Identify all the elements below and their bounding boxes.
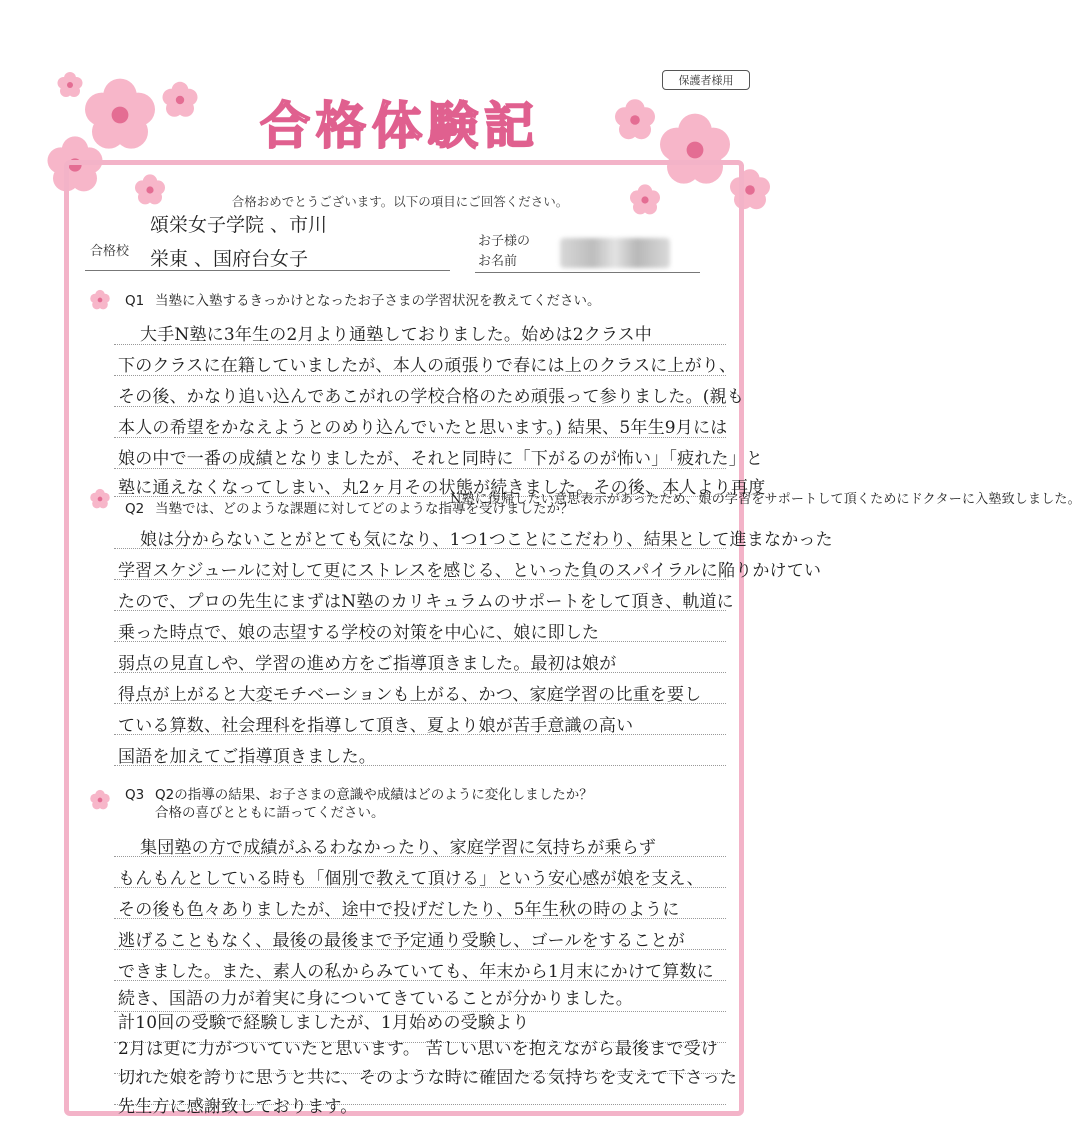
q3-answer-line: 2月は更に力がついていたと思います。 苦しい思いを抱えながら最後まで受け [118,1039,719,1059]
child-name-label-2: お名前 [478,254,518,269]
q1-prompt-text: 当塾に入塾するきっかけとなったお子さまの学習状況を教えてください。 [155,293,601,309]
schools-line-1: 頌栄女子学院 、市川 [150,214,328,236]
schools-line-2: 栄東 、国府台女子 [150,248,309,270]
school-underline [85,270,450,271]
usage-tag: 保護者様用 [662,70,750,90]
q2-answer-line: 弱点の見直しや、学習の進め方をご指導頂きました。最初は娘が [118,654,617,674]
q2-answer-line: 娘は分からないことがとても気になり、1つ1つことにこだわり、結果として進まなかった [140,530,833,550]
q2-answer-line: 学習スケジュールに対して更にストレスを感じる、といった負のスパイラルに陥りかけてい [118,561,822,581]
q3-number: Q3 [125,787,145,803]
q2-answer-line: ている算数、社会理科を指導して頂き、夏より娘が苦手意識の高い [118,716,634,736]
q1-answer-line: 本人の希望をかなえようとのめり込んでいたと思います。) 結果、5年生9月には [118,418,728,438]
q1-prompt [125,292,601,310]
school-label: 合格校 [90,244,130,259]
q2-prompt [125,500,574,518]
q1-answer-line: 塾に通えなくなってしまい、丸2ヶ月その状態が続きました。その後、本人より再度 [118,478,766,498]
q3-answer-line: 集団塾の方で成績がふるわなかったり、家庭学習に気持ちが乗らず [140,838,656,858]
q1-number: Q1 [125,293,145,309]
q3-answer-line: 切れた娘を誇りに思うと共に、そのような時に確固たる気持ちを支えて下さった [118,1068,738,1088]
intro-text: 合格おめでとうございます。以下の項目にご回答ください。 [231,194,569,209]
q2-answer-line: 国語を加えてご指導頂きました。 [118,747,376,767]
q3-answer-line: 逃げることもなく、最後の最後まで予定通り受験し、ゴールをすることが [118,931,685,951]
q2-prompt-text: 当塾では、どのような課題に対してどのような指導を受けましたか？ [155,501,574,517]
q2-answer-line: たので、プロの先生にまずはN塾のカリキュラムのサポートをして頂き、軌道に [118,592,734,612]
q3-answer-line: 計10回の受験で経験しましたが、1月始めの受験より [118,1013,530,1033]
child-name-underline [475,272,700,273]
child-name-label-1: お子様の [478,234,531,249]
child-name-redacted [560,238,670,268]
q3-prompt-text-2: 合格の喜びとともに語ってください。 [155,805,385,821]
q1-answer-line: 下のクラスに在籍していましたが、本人の頑張りで春には上のクラスに上がり、 [118,356,737,376]
q1-answer-line: 娘の中で一番の成績となりましたが、それと同時に「下がるのが怖い」「疲れた」と [118,449,764,469]
q1-flower-icon [88,288,112,312]
q2-answer-line: 得点が上がると大変モチベーションも上がる、かつ、家庭学習の比重を要し [118,685,702,705]
q2-number: Q2 [125,501,145,517]
q3-answer-line: 先生方に感謝致しております。 [118,1097,358,1117]
q3-answer-line: もんもんとしている時も「個別で教えて頂ける」という安心感が娘を支え、 [118,869,704,889]
q1-answer-line: 大手N塾に3年生の2月より通塾しておりました。始めは2クラス中 [140,325,653,345]
q3-answer-line: その後も色々ありましたが、途中で投げだしたり、5年生秋の時のように [118,900,680,920]
q1-answer-line: その後、かなり追い込んであこがれの学校合格のため頑張って参りました。(親も [118,387,745,407]
q3-prompt [125,786,593,822]
q3-answer-line: できました。また、素人の私からみていても、年末から1月末にかけて算数に [118,962,714,982]
q3-flower-icon [88,788,112,812]
q1-answer-line: N塾に復帰したい意思表示があったため、娘の学習をサポートして頂くためにドクターに入塾致しました。 [450,492,1081,507]
page-title: 合格体験記 [260,96,540,155]
q2-answer-line: 乗った時点で、娘の志望する学校の対策を中心に、娘に即した [118,623,600,643]
q3-answer-line: 続き、国語の力が着実に身についてきていることが分かりました。 [118,989,633,1009]
q2-flower-icon [88,487,112,511]
q3-prompt-text-1: Q2の指導の結果、お子さまの意識や成績はどのように変化しましたか？ [155,787,593,803]
